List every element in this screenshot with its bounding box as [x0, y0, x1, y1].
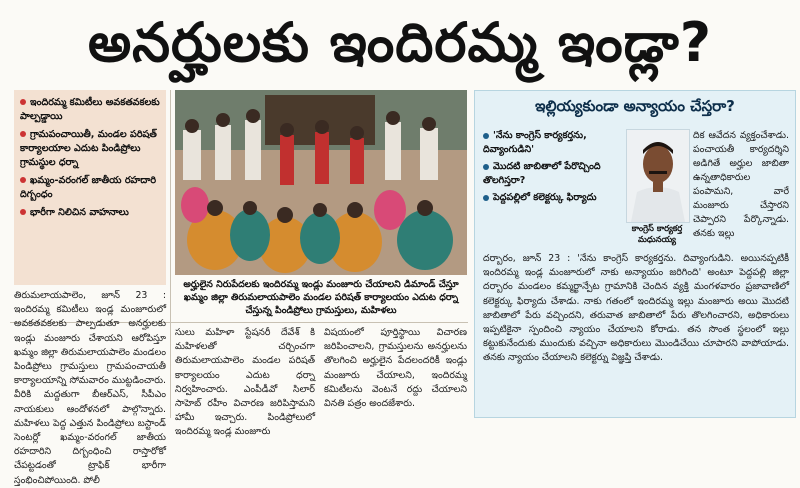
protest-photo [175, 90, 467, 275]
column-divider [170, 90, 171, 418]
highlight-item: ఇందిరమ్మ కమిటీలు అవకతవకలకు పాల్పడ్డాయి [20, 97, 160, 122]
sidebar-right-column: దిక ఆవేదన వ్యక్తంచేశాడు. పంచాయతీ కార్యదర్శిని అడిగితే అర్హుల జాబితా ఉన్నతాధికారుల పంపామని, వారే మంజూరు చేస్తారని చెప్పారని పేర్కొన్నాడు. తనకు ఇల్లు [693, 130, 789, 239]
bullet-icon [20, 131, 26, 137]
highlights-box [14, 90, 166, 285]
highlight-item: గ్రామపంచాయితీ, మండల పరిషత్ కార్యాలయాల ఎదుట పిండిప్రోలు గ్రామస్థుల ధర్నా [20, 129, 157, 168]
bullet-icon [483, 164, 489, 170]
sidebar-bullets [483, 129, 621, 208]
article-column-2: సులు మహిళా స్టేషనరీ దేవేశ్ కి మహిళలతో చర్చించగా తిరుమలాయపాలెం మండల పరిషత్ కార్యాలయం ఎదుట ధర్నా నిర్వహించారు. ఎంపీడీవో సిలార్ సాహెబ్ రహీం విచారణ జరిపిస్తామని హామీ ఇచ్చారు. పిండిప్రోలులో ఇందిరమ్మ ఇండ్ల మంజూరు [175, 327, 315, 438]
bullet-icon [20, 99, 26, 105]
article-column-3: విషయంలో పూర్తిస్థాయి విచారణ జరిపించాలని, గ్రామస్తులను అనర్హులను తొలగించి అర్హులైన పేదలందరికీ ఇండ్లు మంజూరు చేయాలని, ఇందిరమ్మ కమిటీలను వెంటనే రద్దు చేయాలని వినతి పత్రం అందజేశారు. [324, 327, 467, 410]
protest-photo-illustration [175, 90, 467, 275]
highlight-item: ఖమ్మం-వరంగల్ జాతీయ రహదారి దిగ్బంధం [20, 175, 157, 200]
article-column-1: తిరుమలాయపాలెం, జూన్ 23 : ఇందిరమ్మ కమిటీలు ఇండ్ల మంజూరులో అవకతవకలకు పాల్పడుతూ అనర్హులకు ఇండ్లు మంజూరు చేశాయని ఆరోపిస్తూ ఖమ్మం జిల్లా తిరుమలాయపాలెం మండలం పిండిప్రోలు గ్రామస్తులు గ్రామపంచాయతీ కార్యాలయాన్ని సోమవారం ముట్టడించారు. వీరికి మద్దతుగా బీఆర్ఎస్, సీపీఎం నాయకులు ఆందోళనలో పాల్గొన్నారు. మహిళలు పెద్ద ఎత్తున పిండిప్రోలు బస్టాండ్ సెంటర్లో ఖమ్మం-వరంగల్ జాతీయ రహదారిని దిగ్బంధించి రాస్తారోకో చేపట్టడంతో ట్రాఫిక్ భారీగా స్తంభించిపోయింది. పోలీ [14, 290, 166, 486]
sidebar-title: ఇల్లియ్యకుండా అన్యాయం చేస్తరా? [535, 97, 735, 115]
bullet-icon [20, 177, 26, 183]
sidebar-bullet-item: పెద్దపల్లిలో కలెక్టర్కు ఫిర్యాదు [483, 191, 621, 205]
portrait-caption: కాంగ్రెస్ కార్యకర్త మధునయ్య [631, 223, 683, 244]
bullet-icon [20, 209, 26, 215]
highlight-item: భారీగా నిలిచిన వాహనాలు [20, 206, 160, 220]
sidebar-story [474, 90, 796, 418]
bullet-icon [483, 133, 489, 139]
sidebar-bullet-item: 'నేను కాంగ్రెస్ కార్యకర్తను, దివ్యాంగుడిని' [483, 130, 587, 155]
headline: అనర్హులకు ఇందిరమ్మ ఇండ్లా? [87, 11, 713, 74]
sidebar-body: దర్బారం, జూన్ 23 : 'నేను కాంగ్రెస్ కార్యకర్తను. దివ్యాంగుడిని. అయినప్పటికీ ఇందిరమ్మ ఇండ్ల మంజూరులో నాకు అన్యాయం జరిగింది' అంటూ పెద్దపల్లి జిల్లా దర్బారం మండలం కమ్మర్ఖాన్పేట గ్రామానికి చెందిన వ్యక్తి మంగళవారం ప్రజావాణిలో కలెక్టర్కు ఫిర్యాదు చేశాడు. నాకు గతంలో ఇందిరమ్మ ఇల్లు మంజూరు అయి మొదటి జాబితాలో పేరు వచ్చిందని, తరువాత జాబితాలో పేరు తొలగించారని, అధికారులు ఇప్పటికైనా స్పందించి న్యాయం చేయాలని కోరాడు. తన సొంత స్థలంలో ఇల్లు కట్టుకునేందుకు ముందుకు వచ్చినా అధికారులు మొండిచేయి చూపారని వాపోయాడు. తనకు న్యాయం చేయాలని కలెక్టర్ను విజ్ఞప్తి చేశాడు. [483, 253, 789, 364]
photo-caption: అర్హులైన నిరుపేదలకు ఇందిరమ్మ ఇండ్లు మంజూరు చేయాలని డిమాండ్ చేస్తూ ఖమ్మం జిల్లా తిరుమలాయపాలెం మండల పరిషత్ కార్యాలయం ఎదుట ధర్నా చేస్తున్న పిండిప్రోలు గ్రామస్తులు, మహిళలు [183, 279, 459, 316]
portrait-photo [626, 129, 690, 223]
portrait-illustration [627, 130, 689, 222]
bullet-icon [483, 195, 489, 201]
sidebar-bullet-item: మొదటి జాబితాలో పేరొచ్చింది తొలగిస్తరా? [483, 161, 601, 186]
